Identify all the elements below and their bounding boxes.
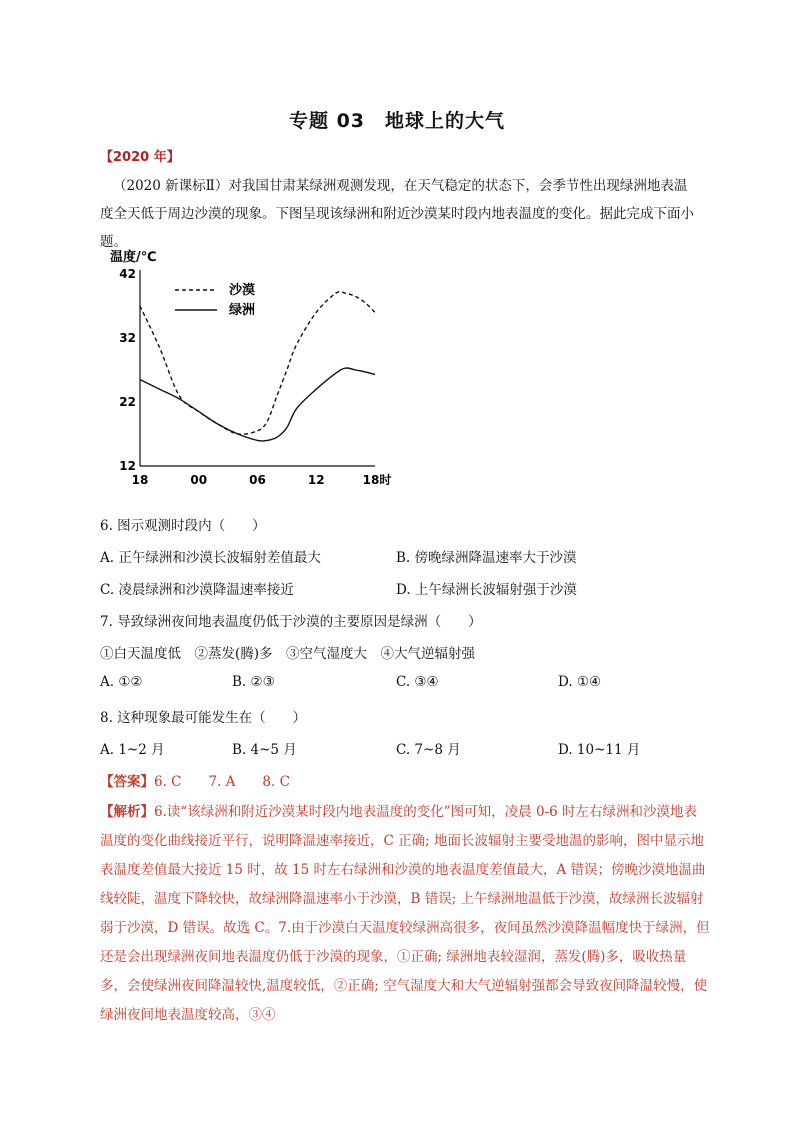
question-7-stem: 7. 导致绿洲夜间地表温度仍低于沙漠的主要原因是绿洲（ ） <box>100 614 482 630</box>
page-title: 专题 03 地球上的大气 <box>288 110 506 132</box>
question-8-stem: 8. 这种现象最可能发生在（ ） <box>100 710 307 726</box>
analysis-label: 【解析】 <box>100 804 154 820</box>
series-line-desert <box>140 292 375 435</box>
question-6-option-b: B. 傍晚绿洲降温速率大于沙漠 <box>396 550 577 566</box>
answer-label: 【答案】 <box>100 774 154 790</box>
question-8-option-c: C. 7~8 月 <box>396 742 461 758</box>
x-tick-label: 18时 <box>362 473 392 487</box>
question-7-option-a: A. ①② <box>100 674 143 690</box>
question-8-option-a: A. 1~2 月 <box>100 742 165 758</box>
answer-line <box>100 770 290 790</box>
y-tick-label: 42 <box>119 267 136 281</box>
x-tick-label: 12 <box>307 473 325 487</box>
question-7-option-d: D. ①④ <box>558 674 602 690</box>
question-7-option-b: B. ②③ <box>232 674 275 690</box>
intro-paragraph: （2020 新课标Ⅱ）对我国甘肃某绿洲观测发现，在天气稳定的状态下，会季节性出现绿洲地表温度全天低于周边沙漠的现象。下图呈现该绿洲和附近沙漠某时段内地表温度的变化。据此完成下面小题。 <box>100 178 694 250</box>
question-8-option-d: D. 10~11 月 <box>558 742 641 758</box>
year-tag: 【2020 年】 <box>100 150 180 165</box>
x-tick-label: 00 <box>190 473 208 487</box>
temperature-chart <box>105 246 405 496</box>
question-8-option-b: B. 4~5 月 <box>232 742 297 758</box>
question-6-option-d: D. 上午绿洲长波辐射强于沙漠 <box>396 582 577 598</box>
question-7-statements: ①白天温度低 ②蒸发(腾)多 ③空气湿度大 ④大气逆辐射强 <box>100 646 476 662</box>
question-6-stem: 6. 图示观测时段内（ ） <box>100 518 266 534</box>
question-7-option-c: C. ③④ <box>396 674 439 690</box>
x-tick-label: 06 <box>249 473 266 487</box>
legend-label: 绿洲 <box>229 303 256 318</box>
legend-label: 沙漠 <box>229 283 256 298</box>
y-axis-label: 温度/℃ <box>110 250 157 265</box>
y-tick-label: 22 <box>119 395 136 409</box>
analysis-paragraph <box>100 798 710 1030</box>
answer-text: 6. C 7. A 8. C <box>154 774 290 790</box>
y-tick-label: 12 <box>119 459 136 473</box>
question-6-option-c: C. 凌晨绿洲和沙漠降温速率接近 <box>100 582 294 598</box>
x-tick-label: 18 <box>131 473 149 487</box>
question-6-option-a: A. 正午绿洲和沙漠长波辐射差值最大 <box>100 550 321 566</box>
y-tick-label: 32 <box>119 331 136 345</box>
analysis-text: 6.读“该绿洲和附近沙漠某时段内地表温度的变化”图可知，凌晨 0-6 时左右绿洲和沙漠地表温度的变化曲线接近平行，说明降温速率接近，C 正确; 地面长波辐射主要受地温的影响，图中显示地表温度差值最大接近 15 时，故 15 时左右绿洲和沙漠的地表温度差值最大，A 错误；傍晚沙漠地温曲线较陡，温度下降较快，故绿洲降温速率小于沙漠，B 错误; 上午绿洲地温低于沙漠，故绿洲长波辐射弱于沙漠，D 错误。故选 C。7.由于沙漠白天温度较绿洲高很多，夜间虽然沙漠降温幅度快于绿洲，但还是会出现绿洲夜间地表温度仍低于沙漠的现象，①正确; 绿洲地表较湿润，蒸发(腾)多，吸收热量多，会使绿洲夜间降温较快,温度较低，②正确; 空气湿度大和大气逆辐射强都会导致夜间降温较慢，使绿洲夜间地表温度较高，③④ <box>100 804 710 1023</box>
